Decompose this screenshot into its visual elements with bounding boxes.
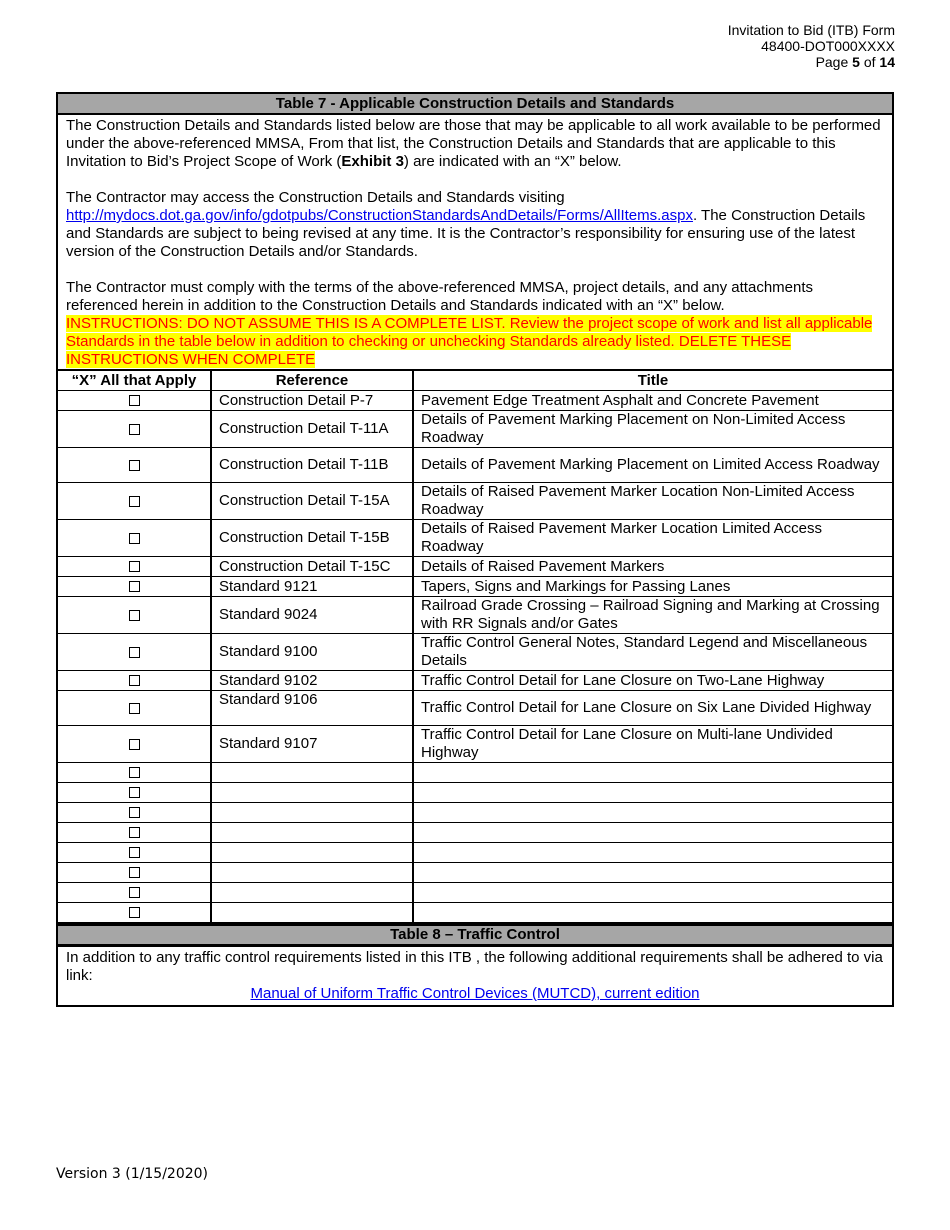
form-title: Invitation to Bid (ITB) Form [727,22,895,38]
title-cell: Tapers, Signs and Markings for Passing Lanes [413,577,892,597]
apply-checkbox[interactable] [129,610,140,621]
table-row [58,411,892,448]
apply-cell [58,577,211,597]
apply-cell [58,671,211,691]
title-cell: Details of Raised Pavement Marker Location Limited Access Roadway [413,520,892,557]
apply-checkbox[interactable] [129,767,140,778]
reference-cell: Standard 9100 [211,634,413,671]
table-row [58,903,892,923]
title-cell: Details of Raised Pavement Marker Location Non-Limited Access Roadway [413,483,892,520]
apply-cell [58,557,211,577]
table-7-container [56,92,894,1007]
reference-cell: Standard 9102 [211,671,413,691]
reference-cell: Standard 9121 [211,577,413,597]
page-header [728,22,895,70]
apply-cell [58,411,211,448]
reference-cell: Construction Detail T-15C [211,557,413,577]
apply-cell [58,691,211,726]
title-cell: Details of Pavement Marking Placement on Limited Access Roadway [413,448,892,483]
apply-checkbox[interactable] [129,424,140,435]
title-cell [413,823,892,843]
apply-cell [58,863,211,883]
table-row [58,577,892,597]
table-row [58,883,892,903]
table-row [58,783,892,803]
intro-paragraph-2: The Contractor may access the Construction Details and Standards visiting http://mydocs.dot.ga.gov/info/gdotpubs/ConstructionStandardsAndDetails/Forms/AllItems.aspx. The Construction Details and Standards are subject to being revised at any time. It is the Contractor’s responsibility for ensuring use of the latest version of the Construction Details and/or Standards. [66,189,866,260]
title-cell: Details of Raised Pavement Markers [413,557,892,577]
reference-cell [211,903,413,923]
column-header-title: Title [413,370,892,391]
apply-checkbox[interactable] [129,533,140,544]
apply-checkbox[interactable] [129,703,140,714]
apply-cell [58,803,211,823]
reference-cell: Standard 9106 [211,691,413,726]
title-cell: Traffic Control Detail for Lane Closure on Two-Lane Highway [413,671,892,691]
title-cell: Pavement Edge Treatment Asphalt and Concrete Pavement [413,391,892,411]
page-indicator: Page 5 of 14 [815,54,895,70]
apply-checkbox[interactable] [129,496,140,507]
title-cell [413,803,892,823]
title-cell [413,843,892,863]
title-cell: Traffic Control General Notes, Standard Legend and Miscellaneous Details [413,634,892,671]
table-7-title: Table 7 - Applicable Construction Details and Standards [58,94,892,115]
apply-checkbox[interactable] [129,827,140,838]
apply-checkbox[interactable] [129,787,140,798]
table-8-body [58,947,892,1005]
apply-cell [58,597,211,634]
form-number: 48400-DOT000XXXX [761,38,895,54]
page-total: 14 [879,54,895,70]
title-cell: Traffic Control Detail for Lane Closure on Multi-lane Undivided Highway [413,726,892,763]
apply-checkbox[interactable] [129,847,140,858]
apply-checkbox[interactable] [129,581,140,592]
table-row [58,520,892,557]
reference-cell [211,763,413,783]
apply-checkbox[interactable] [129,807,140,818]
apply-cell [58,823,211,843]
apply-cell [58,783,211,803]
standards-link[interactable]: http://mydocs.dot.ga.gov/info/gdotpubs/ConstructionStandardsAndDetails/Forms/AllItems.aspx [66,207,693,224]
apply-cell [58,903,211,923]
apply-cell [58,448,211,483]
reference-cell: Construction Detail T-15B [211,520,413,557]
reference-cell: Construction Detail T-11A [211,411,413,448]
table-row [58,391,892,411]
standards-table [58,369,892,923]
intro-paragraph-3: The Contractor must comply with the terms of the above-referenced MMSA, project details, and any attachments referenced herein in addition to the Construction Details and Standards indicated with an “X” below. [66,279,814,314]
apply-checkbox[interactable] [129,867,140,878]
reference-cell [211,783,413,803]
reference-cell [211,843,413,863]
reference-cell [211,863,413,883]
reference-cell: Standard 9107 [211,726,413,763]
apply-cell [58,726,211,763]
apply-cell [58,763,211,783]
apply-checkbox[interactable] [129,739,140,750]
table-row [58,823,892,843]
apply-checkbox[interactable] [129,460,140,471]
table-row [58,726,892,763]
table-row [58,863,892,883]
title-cell [413,883,892,903]
apply-cell [58,483,211,520]
table-7-intro [58,115,892,369]
apply-checkbox[interactable] [129,561,140,572]
title-cell [413,863,892,883]
table-8-title: Table 8 – Traffic Control [58,923,892,947]
reference-cell: Standard 9024 [211,597,413,634]
table-row [58,671,892,691]
title-cell [413,763,892,783]
reference-cell [211,883,413,903]
table-row [58,691,892,726]
intro-paragraph-1: The Construction Details and Standards listed below are those that may be applicable to all work available to be performed under the above-referenced MMSA, From that list, the Construction Details and Standards that are applicable to this Invitation to Bid’s Project Scope of Work (Exhibit 3) are indicated with an “X” below. [66,117,881,170]
apply-checkbox[interactable] [129,675,140,686]
reference-cell: Construction Detail P-7 [211,391,413,411]
table-row [58,843,892,863]
reference-cell [211,823,413,843]
table-row [58,557,892,577]
reference-cell: Construction Detail T-11B [211,448,413,483]
title-cell: Details of Pavement Marking Placement on Non-Limited Access Roadway [413,411,892,448]
table-row [58,483,892,520]
apply-checkbox[interactable] [129,887,140,898]
column-header-apply: “X” All that Apply [58,370,211,391]
apply-checkbox[interactable] [129,395,140,406]
column-header-reference: Reference [211,370,413,391]
reference-cell [211,803,413,823]
apply-checkbox[interactable] [129,647,140,658]
mutcd-link[interactable]: Manual of Uniform Traffic Control Devices (MUTCD), current edition [250,985,700,1002]
title-cell [413,903,892,923]
apply-cell [58,520,211,557]
apply-cell [58,883,211,903]
apply-cell [58,634,211,671]
apply-checkbox[interactable] [129,907,140,918]
table-row [58,634,892,671]
exhibit-reference: Exhibit 3 [341,153,404,170]
apply-cell [58,391,211,411]
page-number: 5 [852,54,860,70]
table-8-text: In addition to any traffic control requirements listed in this ITB , the following additional requirements shall be adhered to via link: [66,949,883,984]
reference-cell: Construction Detail T-15A [211,483,413,520]
table-row [58,597,892,634]
title-cell: Traffic Control Detail for Lane Closure on Six Lane Divided Highway [413,691,892,726]
title-cell [413,783,892,803]
table-row [58,448,892,483]
table-row [58,803,892,823]
title-cell: Railroad Grade Crossing – Railroad Signing and Marking at Crossing with RR Signals and/or Gates [413,597,892,634]
apply-cell [58,843,211,863]
instructions-text: INSTRUCTIONS: DO NOT ASSUME THIS IS A COMPLETE LIST. Review the project scope of work and list all applicable Standards in the table below in addition to checking or unchecking Standards already listed. DELETE THESE INSTRUCTIONS WHEN COMPLETE [66,315,873,368]
table-row [58,763,892,783]
version-footer: Version 3 (1/15/2020) [56,1166,208,1182]
